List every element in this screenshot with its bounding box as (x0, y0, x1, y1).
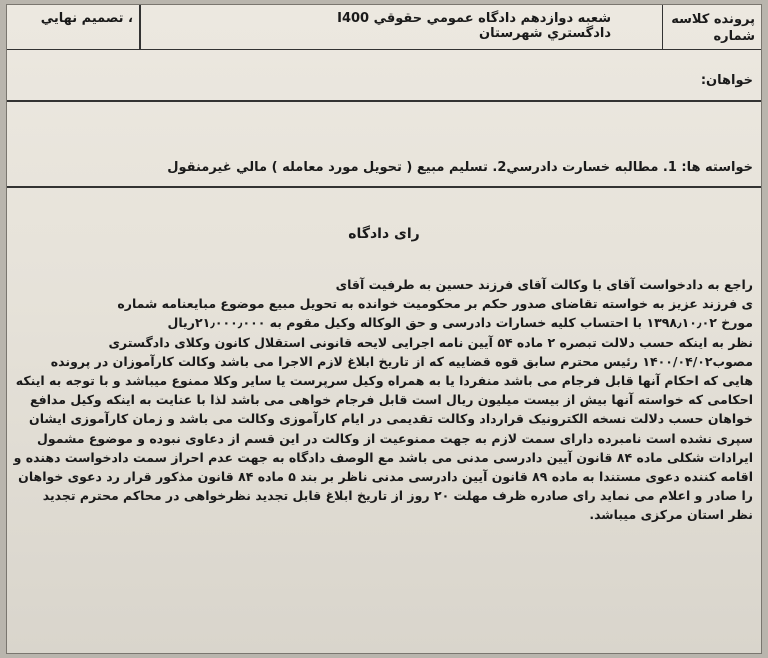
ruling-line: مورخ ۱۳۹۸٫۱۰٫۰۲ با احتساب کلیه خسارات دادرسی و حق الوکاله وکیل مقوم به ۲۱٫۰۰۰٫۰۰۰ریال (167, 315, 753, 331)
ruling-line: راجع به دادخواست آقای با وکالت آقای فرزند حسین به طرفیت آقای (335, 277, 753, 292)
section-divider (7, 186, 761, 188)
file-class-label: پرونده کلاسه (671, 12, 755, 27)
header-divider (662, 5, 664, 49)
ruling-line: هایی که احکام آنها قابل فرجام می باشد منفردا یا به همراه وکیل سرپرست یا سایر وکلا ممنوع میباشد و با توجه به اینکه (15, 373, 753, 389)
ruling-line: اقامه کننده دعوی مستندا به ماده ۸۹ قانون آیین دادرسی مدنی ناظر بر بند ۵ ماده ۸۴ قانون مذکور قرار رد دعوی خواهان (18, 469, 753, 485)
ruling-line: خواهان حسب دلالت نسخه الکترونیک قرارداد وکالت تقدیمی در ایام کارآموزی وکالت می باشد و زمان کارآموزی ایشان (29, 411, 753, 427)
file-number-sub-label: شماره (713, 29, 755, 44)
ruling-line: ی فرزند عزیز به خواسته تقاضای صدور حکم بر محکومیت خوانده به تحویل مبیع موضوع مبایعنامه شماره (117, 296, 753, 312)
ruling-line: نظر استان مرکزی میباشد. (589, 507, 753, 523)
claim-item-2: 2. تسليم مبيع ( تحويل مورد معامله ) مالي غيرمنقول (167, 160, 507, 175)
section-divider (7, 100, 761, 102)
ruling-line: ایرادات شکلی ماده ۸۴ قانون آیین دادرسی مدنی می باشد مع الوصف دادگاه به جهت عدم احراز سمت دادخواست دهنده و (13, 449, 753, 465)
court-branch: I400 شعبه دوازدهم دادگاه عمومي حقوقي دادگستري شهرستان (337, 11, 611, 41)
ruling-line: را صادر و اعلام می نماید رای صادره ظرف مهلت ۲۰ روز از تاریخ ابلاغ قابل تجدید نظرخواهی در محاکم محترم تجدید (42, 488, 753, 504)
court-document (6, 4, 762, 654)
claims-label: خواسته ها: (681, 160, 753, 175)
ruling-line: سپری نشده است نامبرده دارای سمت لازم به جهت ممنوعیت از وکالت در این قسم از دعاوی نبوده و موضوع مشمول (37, 430, 753, 446)
ruling-line: مصوب۱۴۰۰/۰۴/۰۲ رئیس محترم سابق قوه قضاییه که از تاریخ ابلاغ لازم الاجرا می باشد وکالت کارآموزان در پرونده (50, 353, 753, 369)
document-header (7, 5, 761, 50)
claims-line (13, 160, 753, 175)
plaintiff-label: خواهان: (700, 73, 753, 88)
court-ruling-title: رای دادگاه (348, 226, 420, 242)
ruling-line: نظر به اینکه حسب دلالت تبصره ۲ ماده ۵۴ آیین نامه اجرایی لایحه قانونی استقلال کانون وکلای دادگستری (108, 334, 753, 350)
header-divider (139, 5, 141, 49)
verdict-type: ، تصميم نهايي (40, 11, 133, 26)
file-number-label (667, 11, 755, 45)
claim-item-1: 1. مطالبه خسارت دادرسي (506, 160, 677, 175)
ruling-line: احکامی که خواسته آنها بیش از بیست میلیون ریال است قابل فرجام خواهی می باشد لذا با عنایت به اینکه وکیل مدافع (30, 392, 753, 408)
ruling-body (11, 275, 753, 525)
